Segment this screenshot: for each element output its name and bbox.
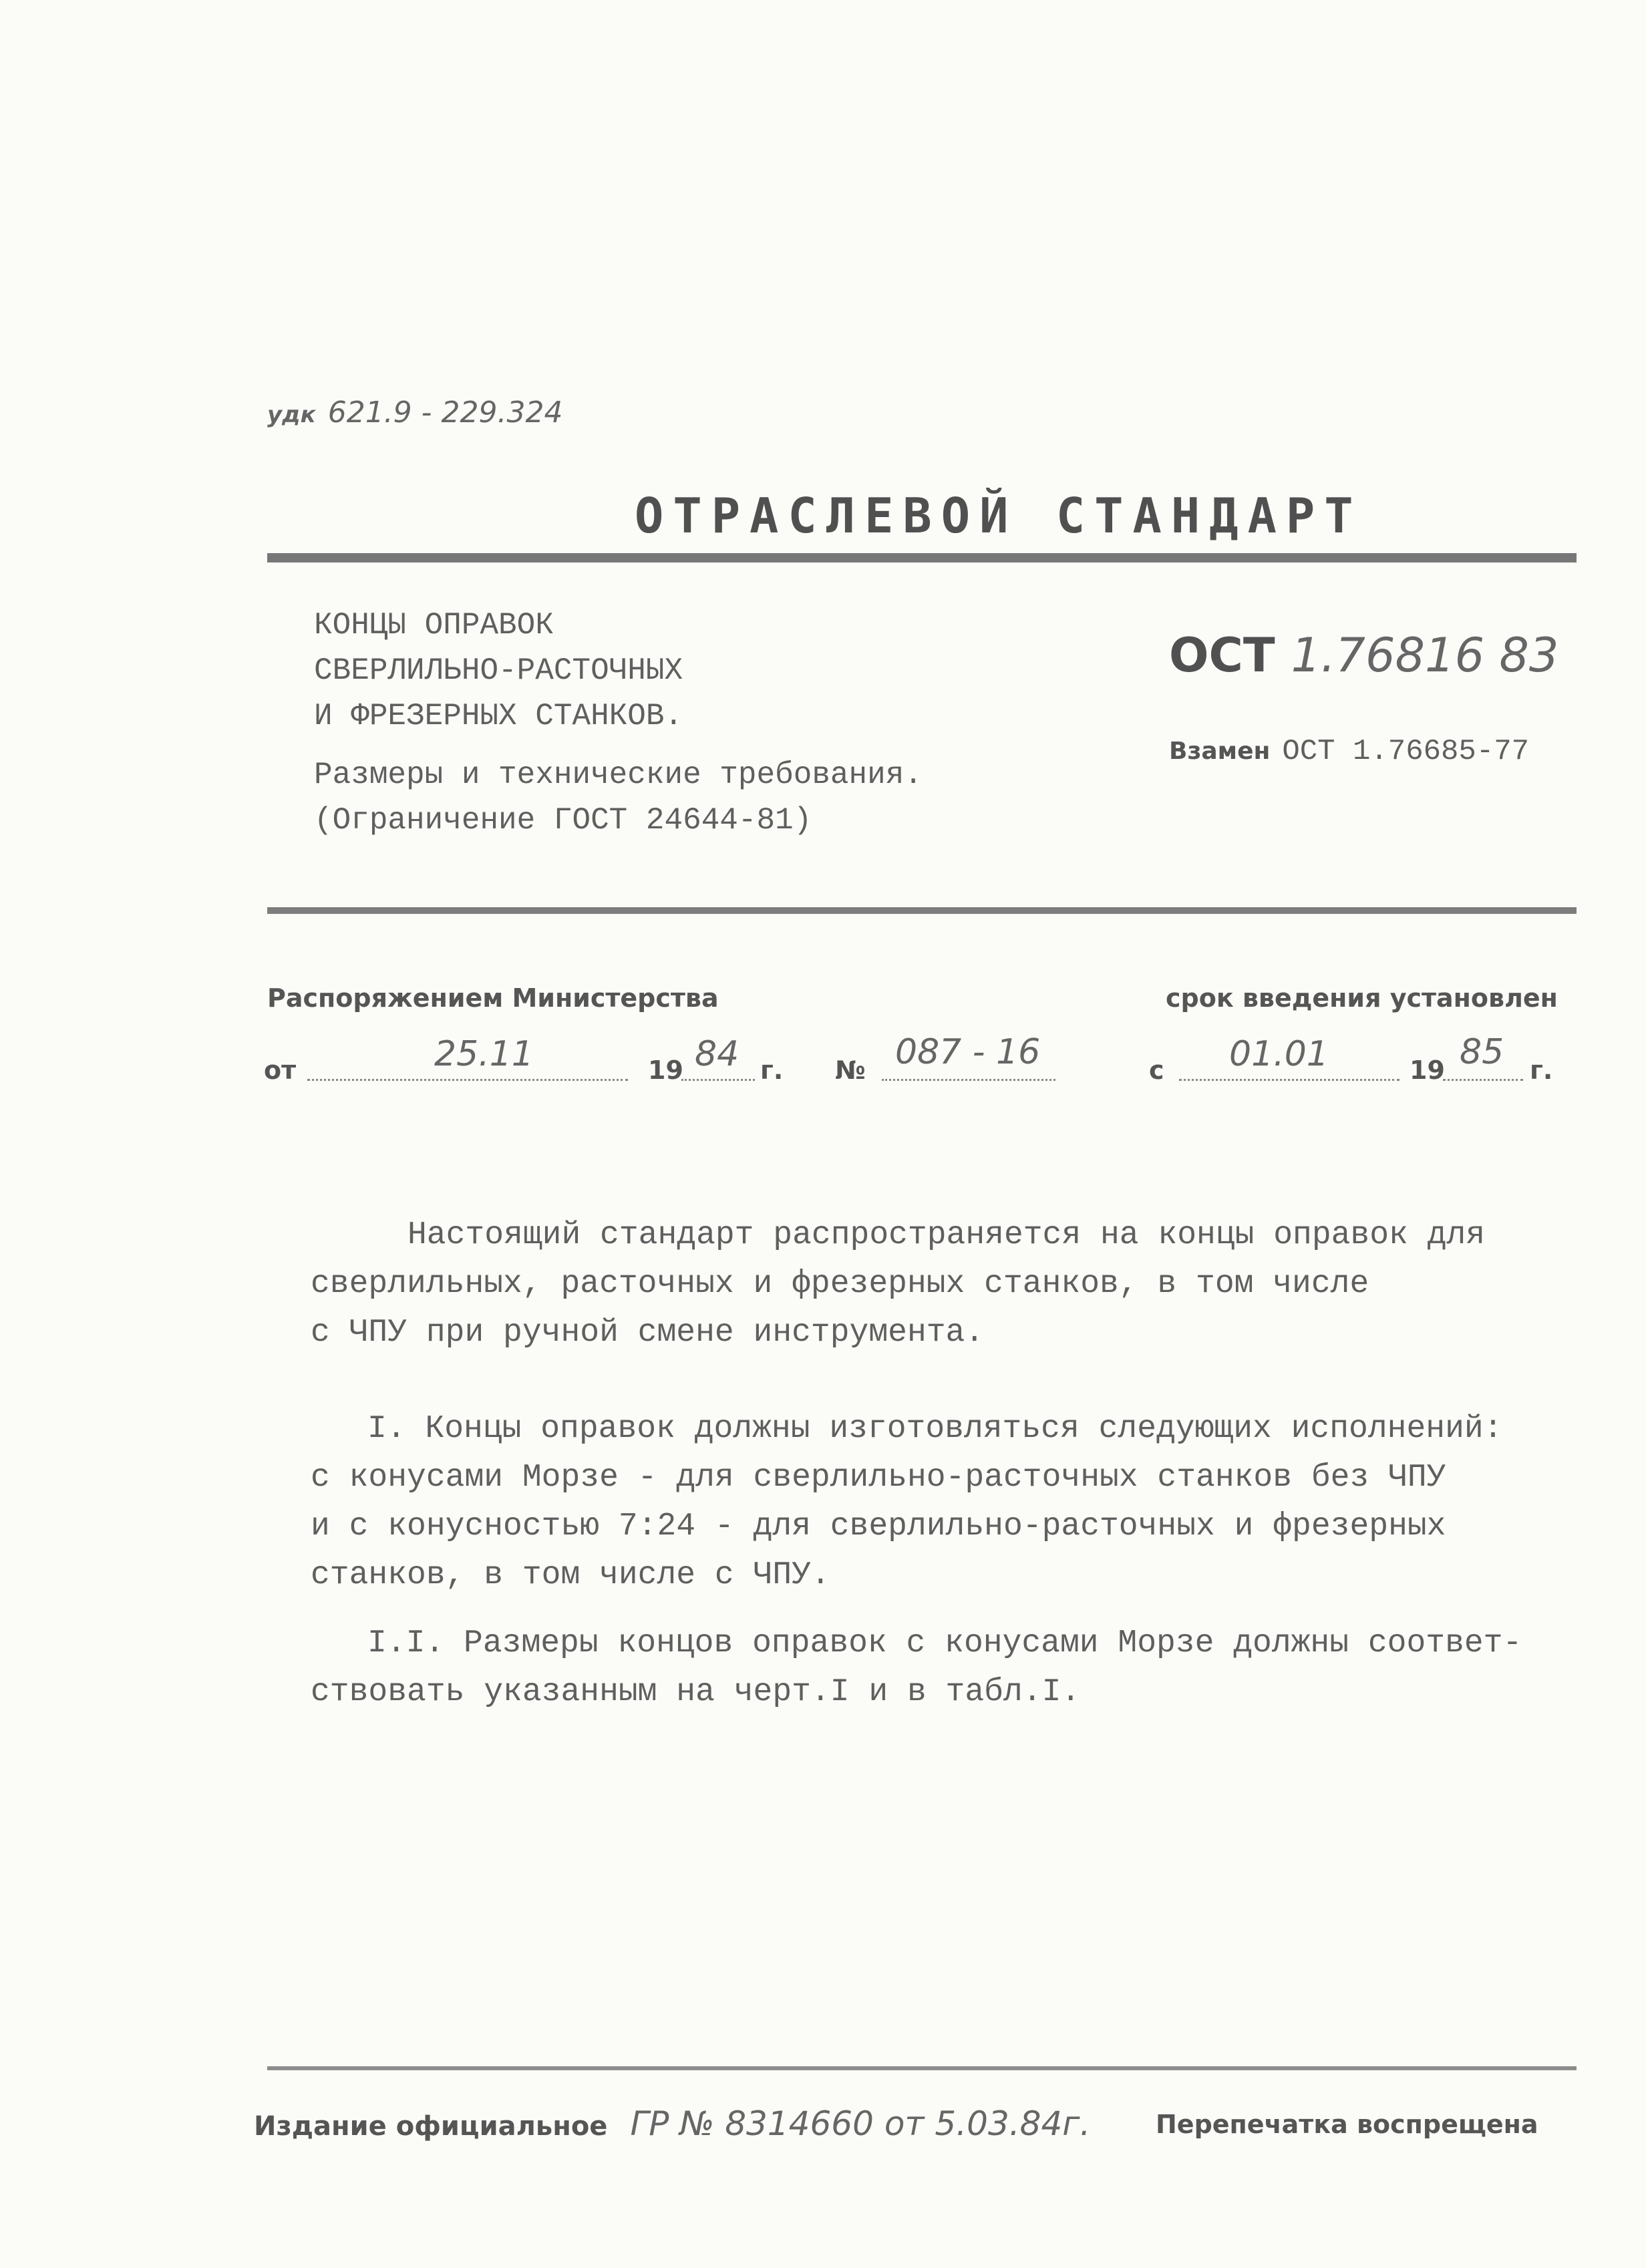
footer-edition: [254, 2104, 1097, 2144]
order-year-prefix: 19: [648, 1056, 683, 1085]
standard-designation: [1169, 628, 1558, 683]
standard-name-line-1: КОНЦЫ ОПРАВОК: [314, 608, 554, 643]
order-number-line: [882, 1079, 1055, 1081]
middle-rule: [267, 907, 1577, 914]
effective-year-suffix: г.: [1530, 1056, 1553, 1085]
udc-value: 621.9 - 229.324: [327, 395, 563, 430]
intro-line-1: Настоящий стандарт распространяется на концы оправок для: [407, 1217, 1486, 1253]
standard-name-line-2: СВЕРЛИЛЬНО-РАСТОЧНЫХ: [314, 653, 683, 688]
order-year-suffix: г.: [760, 1056, 784, 1085]
order-date: 25.11: [434, 1034, 534, 1074]
standard-name-line-3: И ФРЕЗЕРНЫХ СТАНКОВ.: [314, 699, 683, 734]
order-from-label: от: [264, 1056, 297, 1085]
udc-label: удк: [267, 401, 316, 428]
order-number-label: №: [835, 1056, 866, 1085]
effective-heading: срок введения установлен: [1166, 983, 1558, 1013]
intro-line-3: с ЧПУ при ручной смене инструмента.: [311, 1315, 985, 1351]
replaces-value: ОСТ 1.76685-77: [1282, 735, 1530, 768]
footer-edition-label: Издание официальное: [254, 2111, 608, 2142]
footer-registration: ГР № 8314660 от 5.03.84г.: [630, 2104, 1091, 2143]
document-title: ОТРАСЛЕВОЙ СТАНДАРТ: [635, 488, 1363, 544]
order-heading: Распоряжением Министерства: [267, 983, 719, 1013]
clause1-line-1: I. Концы оправок должны изготовляться следующих исполнений:: [367, 1411, 1503, 1447]
order-number: 087 - 16: [895, 1032, 1041, 1072]
intro-line-2: сверлильных, расточных и фрезерных станков, в том числе: [311, 1266, 1369, 1302]
top-rule: [267, 553, 1577, 562]
clause1-1-line-2: ствовать указанным на черт.I и в табл.I.: [311, 1674, 1081, 1710]
replaces-label: Взамен: [1169, 738, 1271, 765]
clause1-line-4: станков, в том числе с ЧПУ.: [311, 1557, 830, 1593]
designation-number: 1.76816 83: [1291, 628, 1559, 683]
effective-year-prefix: 19: [1410, 1056, 1445, 1085]
order-year-line: [681, 1079, 755, 1081]
footer-reprint-notice: Перепечатка воспрещена: [1156, 2110, 1538, 2139]
udc-code: [267, 395, 562, 430]
effective-date-line: [1179, 1079, 1400, 1081]
replaces-note: [1169, 735, 1529, 768]
clause1-line-2: с конусами Морзе - для сверлильно-расточных станков без ЧПУ: [311, 1460, 1446, 1496]
effective-year: 85: [1460, 1032, 1504, 1072]
standard-name-line-4: Размеры и технические требования.: [314, 758, 923, 792]
effective-from-label: с: [1149, 1056, 1164, 1085]
bottom-rule: [267, 2066, 1577, 2070]
clause1-line-3: и с конусностью 7:24 - для сверлильно-расточных и фрезерных: [311, 1508, 1446, 1545]
effective-year-line: [1443, 1079, 1523, 1081]
clause1-1-line-1: I.I. Размеры концов оправок с конусами Морзе должны соответ-: [367, 1625, 1522, 1661]
order-year: 84: [695, 1034, 739, 1074]
standard-name-line-5: (Ограничение ГОСТ 24644-81): [314, 803, 812, 838]
designation-prefix: ОСТ: [1169, 628, 1275, 683]
effective-date: 01.01: [1229, 1034, 1329, 1074]
order-date-line: [307, 1079, 628, 1081]
